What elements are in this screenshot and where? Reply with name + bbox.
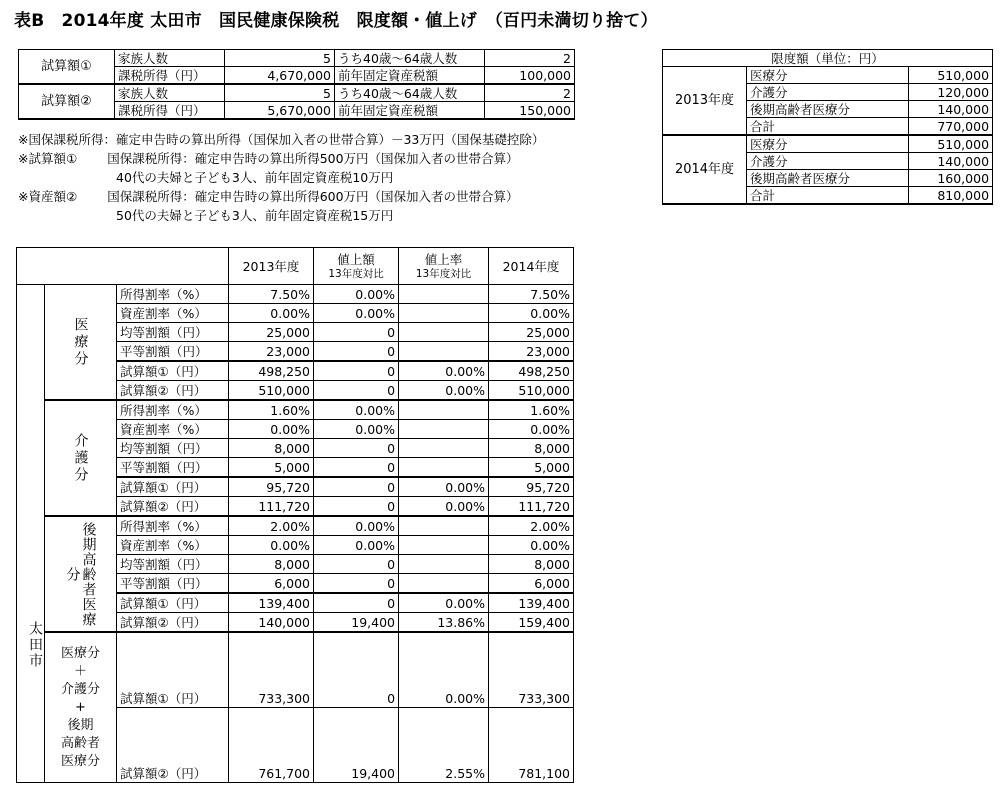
value-increase: 0.00% — [314, 420, 399, 439]
value-increase: 19,400 — [314, 708, 399, 783]
cell-value: 160,000 — [909, 170, 993, 187]
value-2013: 498,250 — [229, 361, 314, 381]
group-label: 介護分 — [45, 400, 117, 516]
value-2014: 0.00% — [489, 420, 574, 439]
value-2013: 8,000 — [229, 555, 314, 574]
row-name: 均等割額（円） — [117, 555, 229, 574]
cell-label: 後期高齢者医療分 — [747, 170, 909, 187]
value-rate — [399, 304, 489, 323]
group-label: 後期高齢者医療分 — [45, 516, 117, 632]
value-rate — [399, 516, 489, 536]
value-rate — [399, 458, 489, 478]
row-name: 試算額①（円） — [117, 593, 229, 613]
value-2014: 159,400 — [489, 613, 574, 633]
cell-label: 医療分 — [747, 67, 909, 84]
value-rate — [399, 439, 489, 458]
value-2014: 25,000 — [489, 323, 574, 342]
trial-label-2: 試算額② — [19, 84, 115, 119]
limit-table — [662, 49, 993, 205]
value-increase: 0 — [314, 477, 399, 497]
row-name: 試算額①（円） — [117, 477, 229, 497]
header-2013: 2013年度 — [229, 248, 314, 285]
value-rate: 0.00% — [399, 593, 489, 613]
value-rate: 0.00% — [399, 497, 489, 517]
value-increase: 0.00% — [314, 516, 399, 536]
value-2013: 0.00% — [229, 304, 314, 323]
value-rate — [399, 555, 489, 574]
value-increase: 0 — [314, 497, 399, 517]
cell-value: 100,000 — [485, 67, 575, 85]
header-rate — [399, 248, 489, 285]
note-2 — [18, 149, 544, 168]
value-rate: 0.00% — [399, 477, 489, 497]
table-row — [17, 285, 574, 304]
value-2013: 111,720 — [229, 497, 314, 517]
value-rate: 13.86% — [399, 613, 489, 633]
table-row — [17, 400, 574, 420]
note-2-line2: 40代の夫婦と子ども3人、前年固定資産税10万円 — [116, 170, 394, 185]
row-name: 所得割率（%） — [117, 285, 229, 304]
table-row — [19, 84, 575, 102]
cell-label: 前年固定資産税額 — [335, 102, 485, 120]
value-2014: 510,000 — [489, 381, 574, 401]
row-name: 試算額②（円） — [117, 613, 229, 633]
row-name: 試算額①（円） — [117, 361, 229, 381]
value-rate: 0.00% — [399, 632, 489, 708]
value-2013: 0.00% — [229, 536, 314, 555]
value-2013: 1.60% — [229, 400, 314, 420]
header-blank — [17, 248, 229, 285]
cell-label: 介護分 — [747, 153, 909, 170]
total-label-part: 後期 — [67, 717, 94, 733]
note-3 — [18, 187, 544, 206]
total-label-part: 医療分 — [60, 645, 100, 661]
cell-label: 家族人数 — [115, 84, 225, 102]
row-name: 平等割額（円） — [117, 458, 229, 478]
cell-value: 140,000 — [909, 101, 993, 118]
cell-value: 770,000 — [909, 118, 993, 136]
value-increase: 0.00% — [314, 285, 399, 304]
total-group-label — [45, 632, 117, 783]
value-2013: 5,000 — [229, 458, 314, 478]
row-name: 資産割率（%） — [117, 420, 229, 439]
value-2013: 2.00% — [229, 516, 314, 536]
group-label: 医療分 — [45, 285, 117, 401]
cell-value: 2 — [485, 50, 575, 67]
value-rate: 2.55% — [399, 708, 489, 783]
value-2013: 761,700 — [229, 708, 314, 783]
value-increase: 0 — [314, 593, 399, 613]
value-2014: 0.00% — [489, 304, 574, 323]
table-header-row — [17, 248, 574, 285]
cell-label: 介護分 — [747, 84, 909, 101]
value-2014: 2.00% — [489, 516, 574, 536]
value-2013: 7.50% — [229, 285, 314, 304]
note-3-line2: 50代の夫婦と子ども3人、前年固定資産税15万円 — [116, 208, 394, 223]
value-2013: 25,000 — [229, 323, 314, 342]
cell-value: 140,000 — [909, 153, 993, 170]
value-rate — [399, 285, 489, 304]
trial-table — [18, 49, 575, 120]
cell-value: 2 — [485, 84, 575, 102]
value-increase: 0 — [314, 361, 399, 381]
note-3-head: ※資産額② — [18, 189, 78, 204]
cell-label: 医療分 — [747, 135, 909, 153]
table-row — [663, 135, 993, 153]
value-increase: 0 — [314, 381, 399, 401]
value-increase: 0 — [314, 555, 399, 574]
value-2014: 733,300 — [489, 632, 574, 708]
value-increase: 0 — [314, 323, 399, 342]
value-rate — [399, 536, 489, 555]
total-label-part: 介護分 — [60, 681, 100, 697]
table-row — [17, 632, 574, 708]
row-name: 試算額②（円） — [117, 708, 229, 783]
value-2013: 510,000 — [229, 381, 314, 401]
cell-value: 510,000 — [909, 135, 993, 153]
value-2014: 0.00% — [489, 536, 574, 555]
note-1: ※国保課税所得：確定申告時の算出所得（国保加入者の世帯合算）－33万円（国保基礎控除） — [18, 132, 545, 147]
value-increase: 0 — [314, 439, 399, 458]
cell-label: 後期高齢者医療分 — [747, 101, 909, 118]
table-row — [19, 50, 575, 67]
value-2014: 8,000 — [489, 439, 574, 458]
total-label-part: + — [75, 699, 86, 715]
cell-value: 5 — [225, 84, 335, 102]
value-2014: 498,250 — [489, 361, 574, 381]
value-2013: 95,720 — [229, 477, 314, 497]
cell-label: 合計 — [747, 187, 909, 205]
row-name: 資産割率（%） — [117, 304, 229, 323]
value-2013: 0.00% — [229, 420, 314, 439]
header-rate-sub: 13年度対比 — [415, 268, 472, 280]
header-increase-label: 値上額 — [337, 252, 375, 267]
cell-label: 前年固定資産税額 — [335, 67, 485, 85]
row-name: 平等割額（円） — [117, 574, 229, 594]
value-rate — [399, 574, 489, 594]
total-label-part: ＋ — [73, 663, 87, 679]
note-3-line1: 国保課税所得：確定申告時の算出所得600万円（国保加入者の世帯合算） — [107, 189, 519, 204]
cell-label: 課税所得（円） — [115, 102, 225, 120]
limit-year-2013: 2013年度 — [663, 67, 747, 136]
value-rate — [399, 342, 489, 362]
note-2-head: ※試算額① — [18, 151, 78, 166]
note-2-line1: 国保課税所得：確定申告時の算出所得500万円（国保加入者の世帯合算） — [107, 151, 519, 166]
total-label-part: 医療分 — [60, 753, 100, 769]
value-2014: 5,000 — [489, 458, 574, 478]
value-2014: 95,720 — [489, 477, 574, 497]
cell-value: 150,000 — [485, 102, 575, 120]
value-2014: 7.50% — [489, 285, 574, 304]
cell-label: 合計 — [747, 118, 909, 136]
cell-value: 5 — [225, 50, 335, 67]
value-rate: 0.00% — [399, 361, 489, 381]
value-increase: 0 — [314, 632, 399, 708]
value-2013: 140,000 — [229, 613, 314, 633]
value-increase: 0 — [314, 342, 399, 362]
limit-header: 限度額（単位：円） — [663, 50, 993, 67]
cell-value: 4,670,000 — [225, 67, 335, 85]
header-2014: 2014年度 — [489, 248, 574, 285]
value-rate — [399, 420, 489, 439]
header-rate-label: 値上率 — [424, 252, 463, 267]
value-2014: 1.60% — [489, 400, 574, 420]
cell-label: 課税所得（円） — [115, 67, 225, 85]
cell-value: 510,000 — [909, 67, 993, 84]
value-2013: 6,000 — [229, 574, 314, 594]
trial-label-1: 試算額① — [19, 50, 115, 85]
city-label: 太田市 — [17, 285, 45, 783]
cell-value: 810,000 — [909, 187, 993, 205]
value-increase: 0 — [314, 574, 399, 594]
row-name: 所得割率（%） — [117, 400, 229, 420]
value-2014: 111,720 — [489, 497, 574, 517]
value-rate: 0.00% — [399, 381, 489, 401]
cell-value: 120,000 — [909, 84, 993, 101]
value-2013: 139,400 — [229, 593, 314, 613]
cell-label: うち40歳～64歳人数 — [335, 84, 485, 102]
value-increase: 0.00% — [314, 536, 399, 555]
value-increase: 0.00% — [314, 304, 399, 323]
cell-label: うち40歳～64歳人数 — [335, 50, 485, 67]
table-row — [663, 50, 993, 67]
row-name: 均等割額（円） — [117, 439, 229, 458]
limit-year-2014: 2014年度 — [663, 135, 747, 204]
row-name: 試算額②（円） — [117, 381, 229, 401]
cell-label: 家族人数 — [115, 50, 225, 67]
main-table — [16, 247, 574, 783]
table-row — [663, 67, 993, 84]
value-2014: 8,000 — [489, 555, 574, 574]
cell-value: 5,670,000 — [225, 102, 335, 120]
value-increase: 19,400 — [314, 613, 399, 633]
value-2013: 8,000 — [229, 439, 314, 458]
value-increase: 0 — [314, 458, 399, 478]
table-row — [17, 516, 574, 536]
row-name: 資産割率（%） — [117, 536, 229, 555]
row-name: 所得割率（%） — [117, 516, 229, 536]
value-increase: 0.00% — [314, 400, 399, 420]
header-increase-sub: 13年度対比 — [328, 268, 384, 280]
value-2014: 23,000 — [489, 342, 574, 362]
notes — [18, 130, 544, 225]
page-title: 表B 2014年度 太田市 国民健康保険税 限度額・値上げ （百円未満切り捨て） — [14, 11, 658, 31]
value-2014: 139,400 — [489, 593, 574, 613]
value-rate — [399, 400, 489, 420]
header-increase — [314, 248, 399, 285]
row-name: 試算額①（円） — [117, 632, 229, 708]
row-name: 均等割額（円） — [117, 323, 229, 342]
value-rate — [399, 323, 489, 342]
row-name: 平等割額（円） — [117, 342, 229, 362]
total-label-part: 高齢者 — [60, 735, 100, 751]
value-2014: 781,100 — [489, 708, 574, 783]
row-name: 試算額②（円） — [117, 497, 229, 517]
value-2014: 6,000 — [489, 574, 574, 594]
value-2013: 733,300 — [229, 632, 314, 708]
value-2013: 23,000 — [229, 342, 314, 362]
